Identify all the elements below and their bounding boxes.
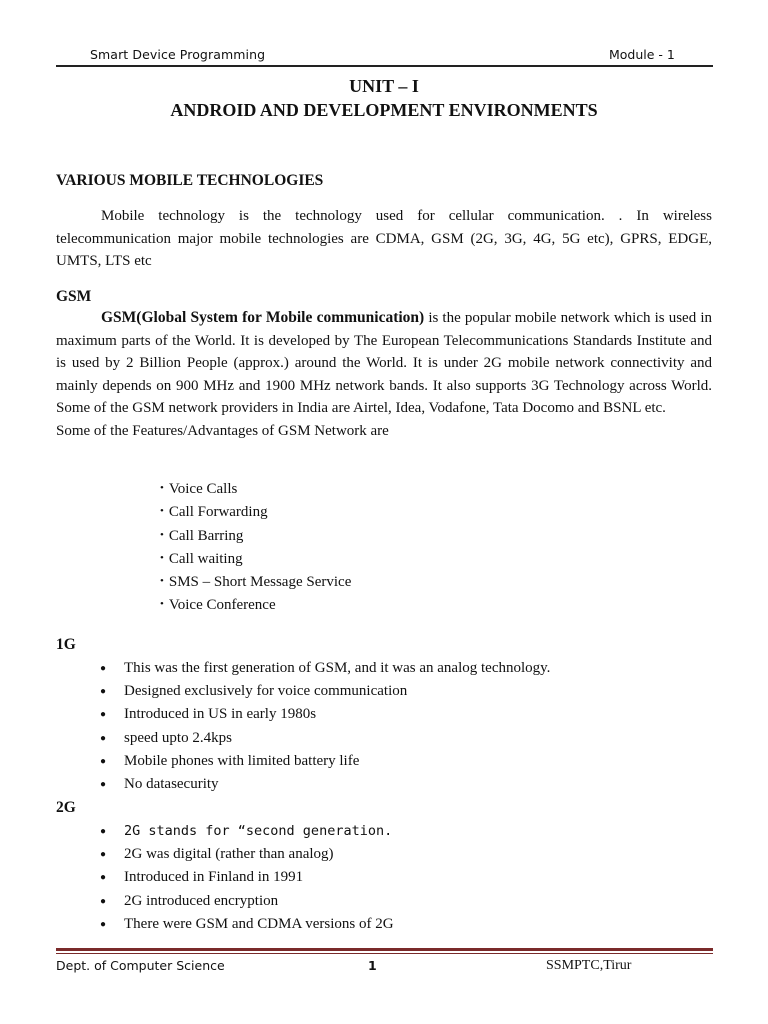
section-heading-mobile: VARIOUS MOBILE TECHNOLOGIES [56, 172, 324, 189]
list-item: • Call Barring [160, 525, 351, 548]
list-item: • Call waiting [160, 548, 351, 571]
list-item: ● Introduced in US in early 1980s [100, 703, 550, 726]
footer-rule-thin [56, 953, 713, 954]
header-right: Module - 1 [609, 47, 675, 62]
list-2g [100, 820, 394, 936]
list-1g [100, 657, 550, 796]
unit-title: UNIT – I [349, 76, 419, 96]
gsm-features-list [160, 478, 351, 618]
list-item [100, 820, 394, 843]
list-item-text: 2G stands for “second generation. [124, 823, 393, 839]
paragraph-mobile-text: Mobile technology is the technology used for cellular communication. . In wireless telecommunication major mobile technologies are CDMA, GSM (2G, 3G, 4G, 5G etc), GPRS, EDGE, UMTS, LTS etc [56, 208, 712, 269]
section-heading-gsm: GSM [56, 288, 92, 305]
header-rule [56, 65, 713, 67]
list-item: ● Mobile phones with limited battery life [100, 750, 550, 773]
list-item: • SMS – Short Message Service [160, 571, 351, 594]
list-item: • Voice Conference [160, 594, 351, 617]
gsm-body: is the popular mobile network which is used in maximum parts of the World. It is developed by The European Telecommunications Standards Institute and is used by 2 Billion People (approx.) around the World. It is under 2G mobile network connectivity and mainly depends on 900 MHz and 1900 MHz network bands. It also supports 3G Technology across World. Some of the GSM network providers in India are Airtel, Idea, Vodafone, Tata Docomo and BSNL etc. [56, 310, 712, 416]
list-item: ● There were GSM and CDMA versions of 2G [100, 913, 394, 936]
gsm-features-intro: Some of the Features/Advantages of GSM Network are [56, 422, 389, 439]
paragraph-mobile [56, 205, 712, 273]
list-item: ● Designed exclusively for voice communication [100, 680, 550, 703]
page-title: ANDROID AND DEVELOPMENT ENVIRONMENTS [170, 100, 598, 120]
list-item: ● This was the first generation of GSM, and it was an analog technology. [100, 657, 550, 680]
list-item: ● No datasecurity [100, 773, 550, 796]
list-item: ● speed upto 2.4kps [100, 727, 550, 750]
section-heading-2g: 2G [56, 799, 76, 816]
page-number: 1 [368, 958, 377, 973]
header-left: Smart Device Programming [90, 47, 266, 62]
list-item: ● 2G introduced encryption [100, 890, 394, 913]
footer-department: Dept. of Computer Science [56, 958, 225, 973]
footer-rule-thick [56, 948, 713, 951]
list-item: • Call Forwarding [160, 501, 351, 524]
paragraph-gsm [56, 307, 712, 442]
footer-institution: SSMPTC,Tirur [546, 958, 632, 973]
list-item: ● Introduced in Finland in 1991 [100, 866, 394, 889]
section-heading-1g: 1G [56, 636, 76, 653]
gsm-bold-lead: GSM(Global System for Mobile communication) [101, 309, 425, 326]
list-item: ● 2G was digital (rather than analog) [100, 843, 394, 866]
list-item: • Voice Calls [160, 478, 351, 501]
